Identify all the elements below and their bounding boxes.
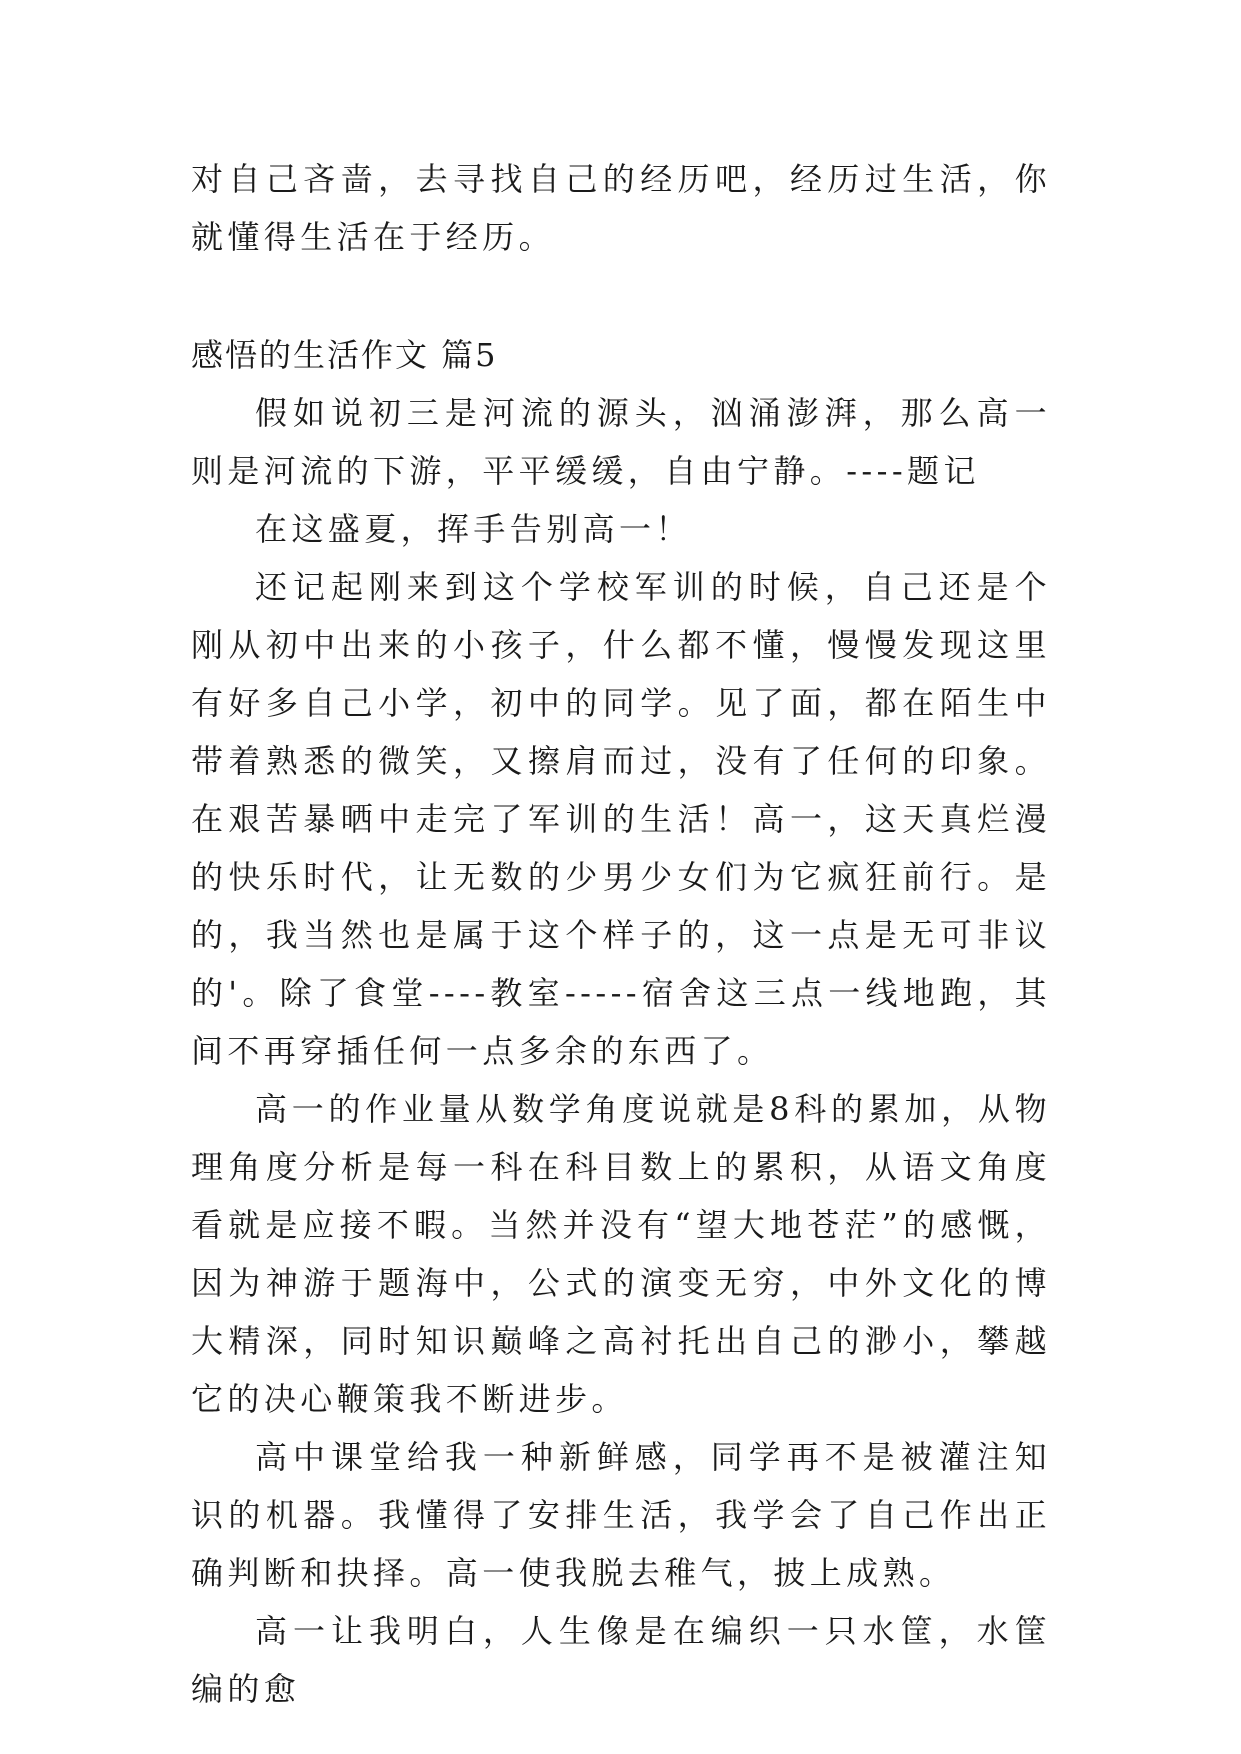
document-page [191, 150, 1051, 1718]
paragraph-military-training: 还记起刚来到这个学校军训的时候，自己还是个刚从初中出来的小孩子，什么都不懂，慢慢发现这里有好多自己小学，初中的同学。见了面，都在陌生中带着熟悉的微笑，又擦肩而过，没有了任何的印象。在艰苦暴晒中走完了军训的生活！高一，这天真烂漫的快乐时代，让无数的少男少女们为它疯狂前行。是的，我当然也是属于这个样子的，这一点是无可非议的'。除了食堂----教室-----宿舍这三点一线地跑，其间不再穿插任何一点多余的东西了。 [191, 568, 1051, 1070]
paragraph-basket: 高一让我明白，人生像是在编织一只水筐，水筐编的愈 [191, 1612, 1051, 1708]
paragraph-classroom: 高中课堂给我一种新鲜感，同学再不是被灌注知识的机器。我懂得了安排生活，我学会了自己作出正确判断和抉择。高一使我脱去稚气，披上成熟。 [191, 1438, 1051, 1592]
paragraph-farewell: 在这盛夏，挥手告别高一！ [255, 510, 692, 548]
section-title: 感悟的生活作文 篇5 [191, 336, 498, 374]
opening-paragraph: 对自己吝啬，去寻找自己的经历吧，经历过生活，你就懂得生活在于经历。 [191, 160, 1051, 256]
paragraph-epigraph: 假如说初三是河流的源头，汹涌澎湃，那么高一则是河流的下游，平平缓缓，自由宁静。----题记 [191, 394, 1051, 490]
paragraph-homework: 高一的作业量从数学角度说就是8科的累加，从物理角度分析是每一科在科目数上的累积，从语文角度看就是应接不暇。当然并没有“望大地苍茫”的感慨，因为神游于题海中，公式的演变无穷，中外文化的博大精深，同时知识巅峰之高衬托出自己的渺小，攀越它的决心鞭策我不断进步。 [191, 1090, 1051, 1418]
